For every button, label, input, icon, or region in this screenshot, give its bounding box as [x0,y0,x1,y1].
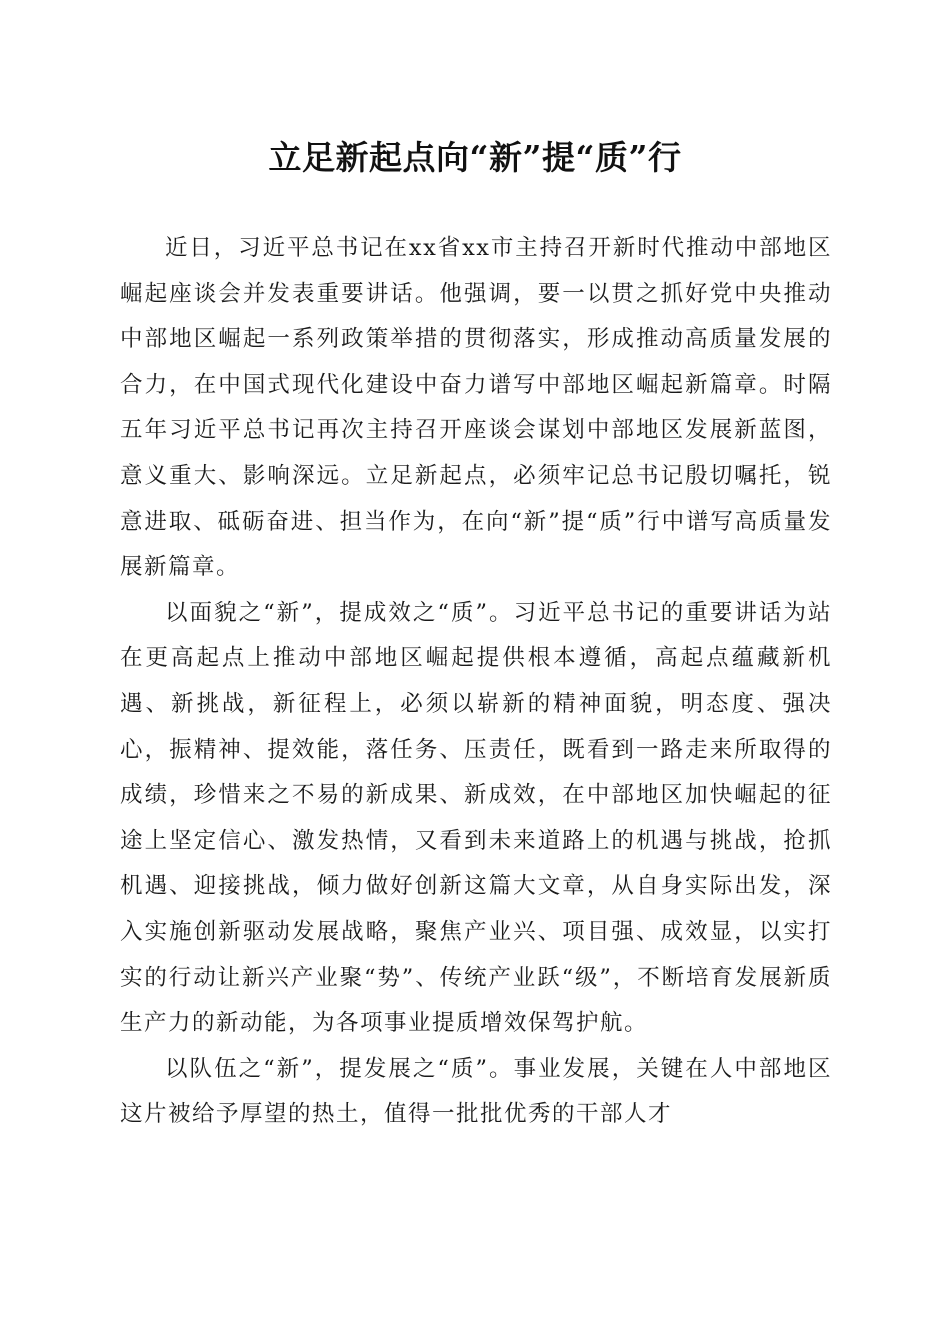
paragraph-1: 近日，习近平总书记在xx省xx市主持召开新时代推动中部地区崛起座谈会并发表重要讲话。他强调，要一以贯之抓好党中央推动中部地区崛起一系列政策举措的贯彻落实，形成推动高质量发展的合力，在中国式现代化建设中奋力谱写中部地区崛起新篇章。时隔五年习近平总书记再次主持召开座谈会谋划中部地区发展新蓝图，意义重大、影响深远。立足新起点，必须牢记总书记殷切嘱托，锐意进取、砥砺奋进、担当作为，在向“新”提“质”行中谱写高质量发展新篇章。 [120,235,832,581]
document-title: 立足新起点向“新”提“质”行 [268,138,682,177]
document-body [120,226,832,1138]
paragraph-2: 以面貌之“新”，提成效之“质”。习近平总书记的重要讲话为站在更高起点上推动中部地区崛起提供根本遵循，高起点蕴藏新机遇、新挑战，新征程上，必须以崭新的精神面貌，明态度、强决心，振精神、提效能，落任务、压责任，既看到一路走来所取得的成绩，珍惜来之不易的新成果、新成效，在中部地区加快崛起的征途上坚定信心、激发热情，又看到未来道路上的机遇与挑战，抢抓机遇、迎接挑战，倾力做好创新这篇大文章，从自身实际出发，深入实施创新驱动发展战略，聚焦产业兴、项目强、成效显，以实打实的行动让新兴产业聚“势”、传统产业跃“级”，不断培育发展新质生产力的新动能，为各项事业提质增效保驾护航。 [120,599,832,1037]
paragraph-3: 以队伍之“新”，提发展之“质”。事业发展，关键在人中部地区这片被给予厚望的热土，值得一批批优秀的干部人才 [120,1055,832,1128]
